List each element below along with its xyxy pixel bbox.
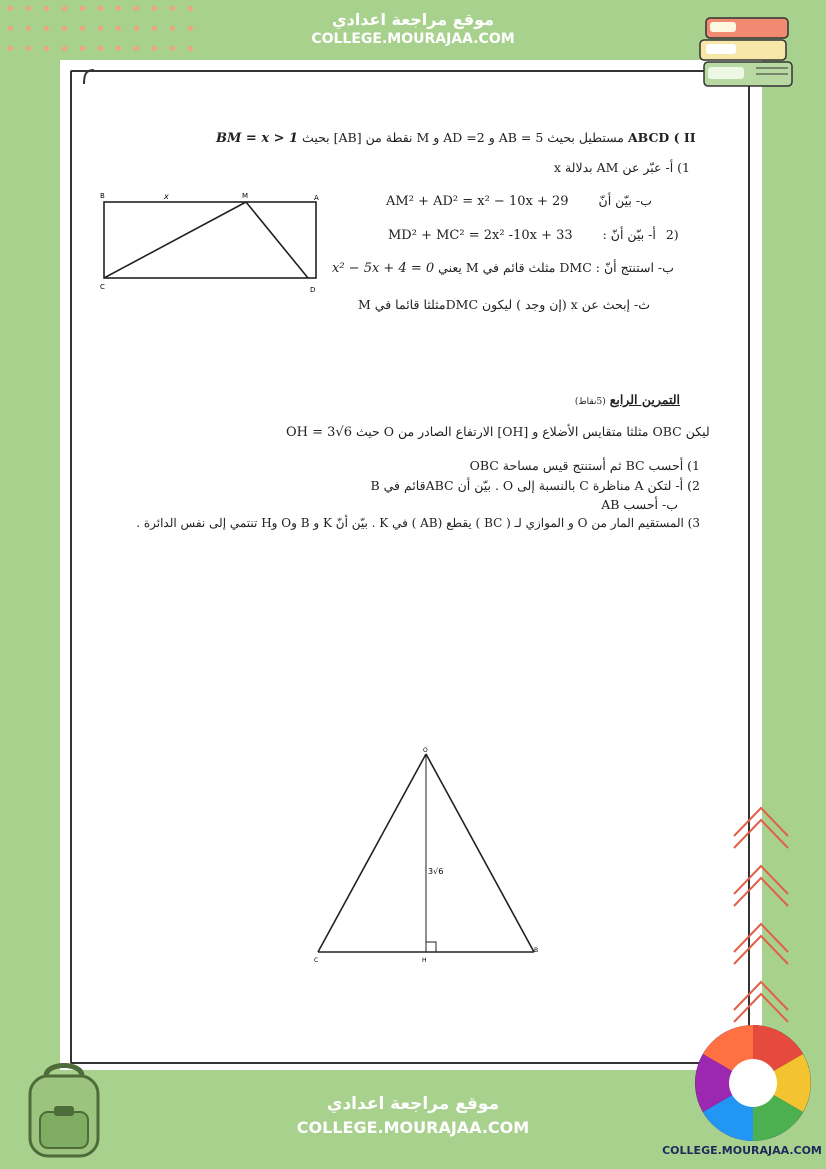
ex3-q2c: ث- إبحث عن x (إن وجد ) ليكون DMCمثلثا قائما في M [358,297,650,312]
corner-mark-icon [78,64,100,90]
logo-caption[interactable]: COLLEGE.MOURAJAA.COM [662,1144,822,1157]
footer-site-url[interactable]: COLLEGE.MOURAJAA.COM [296,1118,530,1137]
ex4-q2a: 2) أ- لتكن A مناظرة C بالنسبة إلى O . بيّن أن ABCقائم في B [370,478,700,493]
label-M: M [242,192,249,200]
label-H: H [422,957,427,964]
chevron-up-icon [730,910,792,972]
label-x: x [164,192,169,201]
footer-tab [262,1072,564,1169]
label-B: B [534,947,539,954]
books-icon [696,12,798,96]
site-name-ar: موقع مراجعة اعدادي [331,10,495,29]
chevron-up-icon [730,968,792,1030]
ex4-intro: OH = 3√6 ليكن OBC مثلثا متقايس الأضلاع و [OH] الارتفاع الصادر من O حيث [286,424,710,440]
ex3-q1b: AM² + AD² = x² − 10x + 29 ب- بيّن أنّ [386,193,652,209]
ex4-q2b: ب- أحسب AB [601,497,678,512]
label-height: 3√6 [428,867,444,876]
label-D: D [310,286,316,294]
chevron-up-icon [730,794,792,856]
label-O: O [423,747,428,754]
backpack-icon [16,1058,112,1160]
ex3-intro: BM = x > 1 مستطيل بحيث 5 = AB و AD =2 و M نقطة من [AB] بحيث ABCD ( II [216,130,696,146]
ex3-q2b: x² − 5x + 4 = 0 ب- استنتج أنّ : DMC مثلث قائم في M يعني [332,260,674,276]
header-tab [262,0,564,58]
ex4-q3: 3) المستقيم المار من O و الموازي لـ ( BC ) يقطع (AB ) في K . بيّن أنّ K و B وO وH تنتمي إلى نفس الدائرة . [136,516,700,530]
ex3-q1a: 1) أ- عبّر عن AM بدلالة x [553,160,690,175]
decorative-dots [8,6,208,66]
footer-site-name-ar: موقع مراجعة اعدادي [326,1094,500,1114]
exam-sheet [60,60,762,1070]
chevron-up-icon [730,852,792,914]
rectangle-figure [96,188,328,298]
site-url[interactable]: COLLEGE.MOURAJAA.COM [311,31,515,47]
label-C: C [314,957,319,964]
label-C: C [100,283,105,291]
ex4-title: التمرين الرابع (5نقاط) [574,392,680,407]
label-A: A [314,194,319,202]
label-B: B [100,192,105,200]
triangle-figure [308,746,544,964]
site-logo-wheel-icon [692,1022,814,1144]
ex3-q2a: MD² + MC² = 2x² -10x + 33 أ- بيّن أنّ : 2) [388,227,679,243]
ex4-q1: 1) أحسب BC ثم أستنتج قيس مساحة OBC [469,458,700,473]
